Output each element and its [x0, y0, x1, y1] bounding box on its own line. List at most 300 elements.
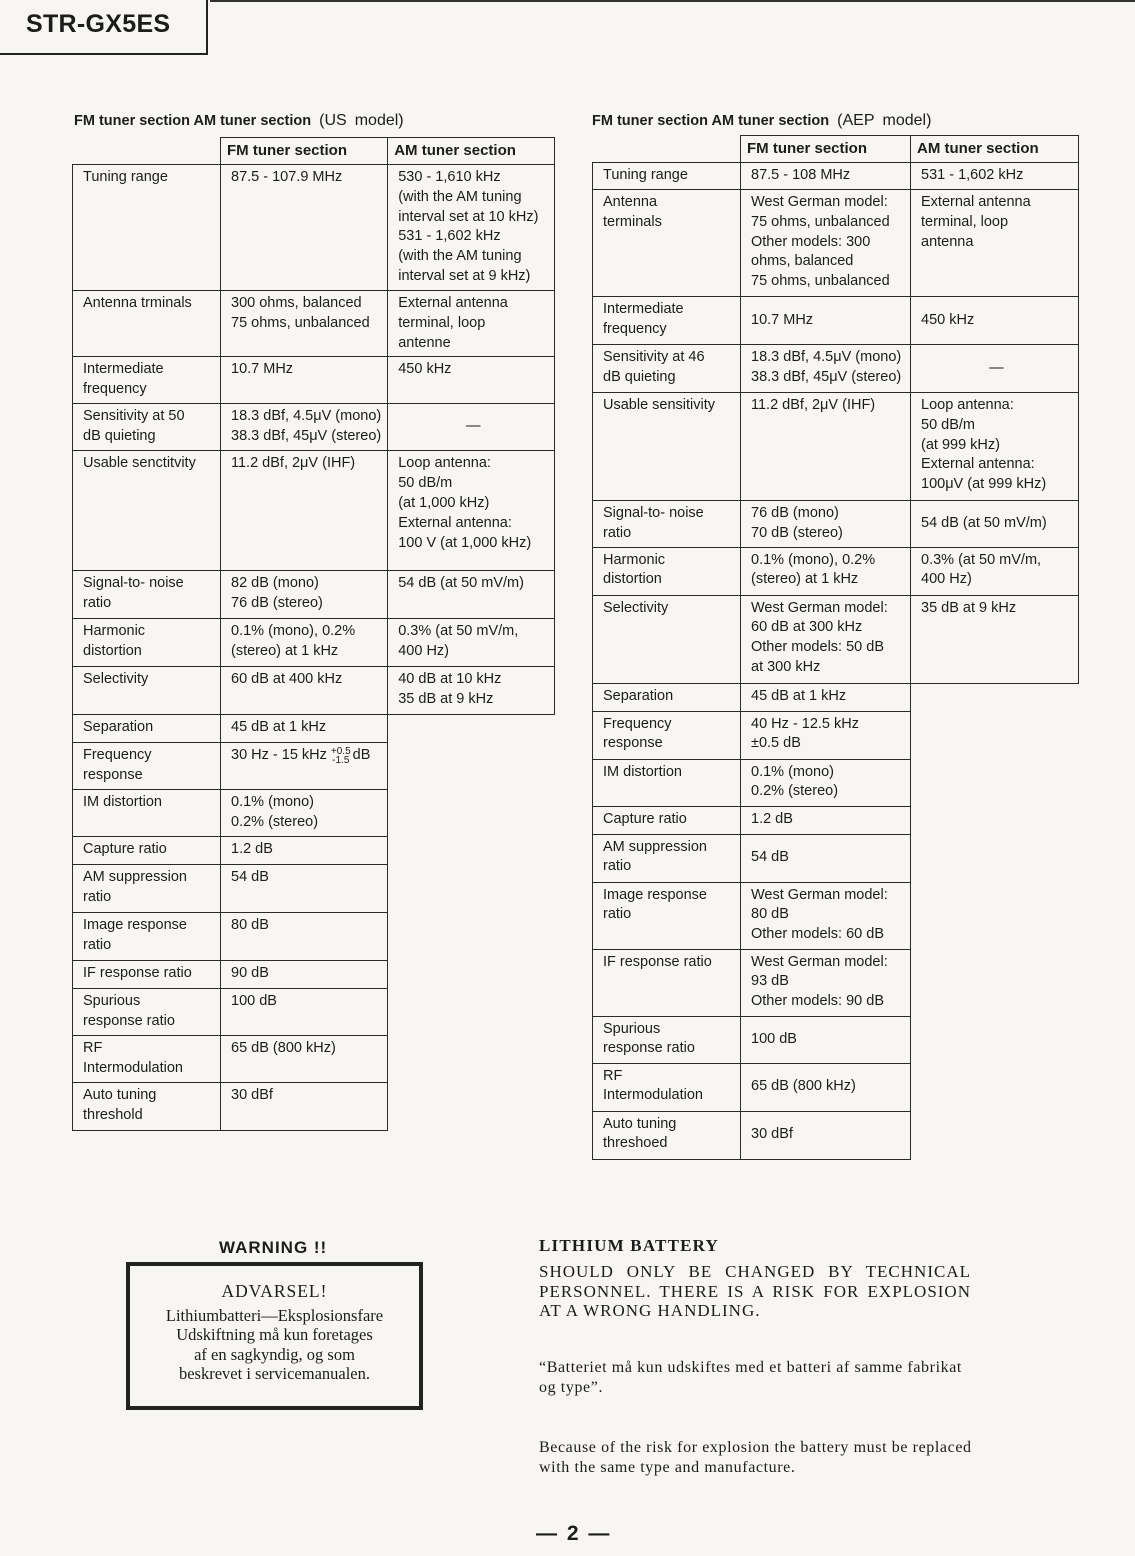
- us-am-value-line: (with the AM tuning: [398, 248, 522, 265]
- aep-am-empty: [911, 759, 1079, 806]
- us-row-label-line: IF response ratio: [83, 965, 192, 982]
- us-am-empty: [388, 1083, 555, 1131]
- us-subtitle-a: (US: [319, 112, 347, 129]
- us-row-label-line: Intermodulation: [83, 1060, 183, 1077]
- us-fm-value-line: 100 dB: [231, 993, 277, 1010]
- us-table-row: [73, 291, 555, 357]
- us-row-label-line: response ratio: [83, 1013, 175, 1030]
- us-spec-table: [72, 137, 555, 1131]
- aep-row-label-line: Tuning range: [603, 167, 688, 183]
- aep-fm-value-line: 80 dB: [751, 906, 789, 923]
- aep-header-am: AM tuner section: [911, 136, 1079, 163]
- aep-row-label: [593, 1063, 741, 1111]
- aep-fm-value: [741, 595, 911, 683]
- lithium-battery-notice: SHOULD ONLY BE CHANGED BY TECHNICAL PERSONNEL. THERE IS A RISK FOR EXPLOSION AT A WRONG HANDLING.: [539, 1262, 971, 1320]
- us-row-label-line: dB quieting: [83, 428, 156, 445]
- battery-replacement-note: Because of the risk for explosion the battery must be replaced with the same type and manufacture.: [539, 1439, 972, 1476]
- us-row-label-line: Auto tuning: [83, 1087, 157, 1104]
- aep-am-value-line: 54 dB (at 50 mV/m): [921, 514, 1047, 531]
- aep-row-label-line: Antenna: [603, 194, 658, 210]
- us-row-label: [73, 913, 221, 961]
- us-row-label-line: Capture ratio: [83, 841, 167, 858]
- aep-row-label: [593, 190, 741, 297]
- us-am-value-line: 530 - 1,610 kHz: [398, 169, 501, 185]
- us-table-row: [73, 1083, 555, 1131]
- aep-row-label-line: ratio: [603, 906, 632, 923]
- aep-fm-value-line: 100 dB: [751, 1030, 797, 1047]
- us-row-label-line: RF: [83, 1040, 103, 1057]
- aep-row-label-line: Intermediate: [603, 301, 684, 317]
- us-row-label: [73, 961, 221, 989]
- aep-fm-value-line: 75 ohms, unbalanced: [751, 213, 890, 230]
- us-table-row: [73, 667, 555, 715]
- aep-fm-value: [741, 190, 911, 297]
- aep-table-row: [593, 547, 1079, 595]
- us-header-am: AM tuner section: [388, 138, 555, 165]
- us-row-label-line: ratio: [83, 937, 112, 954]
- aep-fm-value-line: Other models: 90 dB: [751, 993, 884, 1010]
- aep-row-label-line: Usable sensitivity: [603, 397, 716, 413]
- us-fm-value: [221, 790, 388, 837]
- us-fm-value-line: 65 dB (800 kHz): [231, 1040, 336, 1057]
- us-row-label: [73, 1083, 221, 1131]
- us-fm-value: [221, 913, 388, 961]
- aep-fm-value: [741, 882, 911, 949]
- advarsel-heading: ADVARSEL!: [221, 1281, 328, 1301]
- aep-table-row: [593, 163, 1079, 190]
- us-row-label-line: Intermediate: [83, 361, 164, 378]
- aep-am-empty: [911, 711, 1079, 759]
- us-row-label-line: Antenna trminals: [83, 295, 192, 311]
- us-table-row: [73, 865, 555, 913]
- aep-fm-value-line: 18.3 dBf, 4.5μV (mono): [751, 349, 902, 365]
- aep-row-label-line: Selectivity: [603, 599, 669, 616]
- aep-am-value-line: 531 - 1,602 kHz: [921, 167, 1024, 183]
- aep-fm-value: [741, 806, 911, 834]
- us-row-label-line: ratio: [83, 595, 112, 612]
- us-fm-value-line: 45 dB at 1 kHz: [231, 719, 327, 736]
- aep-row-label: [593, 297, 741, 345]
- advarsel-line: Lithiumbatteri—Eksplosionsfare: [165, 1305, 384, 1325]
- warning-title: WARNING !!: [219, 1238, 328, 1257]
- us-am-value: [388, 404, 555, 451]
- aep-am-empty: [911, 949, 1079, 1016]
- aep-fm-value-line: West German model:: [751, 599, 888, 616]
- us-am-value-line: interval set at 10 kHz): [398, 208, 539, 225]
- us-row-label-line: Separation: [83, 719, 154, 736]
- aep-row-label-line: threshoed: [603, 1135, 668, 1152]
- aep-row-label: [593, 806, 741, 834]
- us-fm-value: [221, 667, 388, 715]
- aep-fm-value-line: 40 Hz - 12.5 kHz: [751, 715, 859, 732]
- aep-table-row: [593, 297, 1079, 345]
- us-row-label: [73, 667, 221, 715]
- us-am-value: [388, 165, 555, 291]
- aep-row-label: [593, 882, 741, 949]
- us-row-label-line: frequency: [83, 381, 147, 398]
- us-fm-value-line: 30 dBf: [231, 1087, 273, 1104]
- us-fm-value-line: 10.7 MHz: [231, 361, 294, 378]
- us-fm-value-line: 82 dB (mono): [231, 575, 319, 592]
- aep-row-label-line: distortion: [603, 571, 662, 588]
- aep-row-label: [593, 163, 741, 190]
- aep-am-value: [911, 595, 1079, 683]
- aep-header-blank: [593, 136, 741, 163]
- us-fm-value-line: 0.1% (mono): [231, 794, 315, 811]
- aep-am-empty: [911, 882, 1079, 949]
- aep-row-label-line: Separation: [603, 687, 674, 704]
- aep-fm-value: [741, 1111, 911, 1159]
- us-row-label: [73, 619, 221, 667]
- aep-table-row: [593, 595, 1079, 683]
- us-am-value-line: 531 - 1,602 kHz: [398, 228, 501, 245]
- aep-row-label-line: IF response ratio: [603, 953, 712, 970]
- us-row-label-line: Sensitivity at 50: [83, 408, 185, 425]
- aep-table-row: [593, 345, 1079, 393]
- aep-fm-value: [741, 949, 911, 1016]
- us-fm-value-line: 11.2 dBf, 2μV (IHF): [231, 455, 356, 472]
- us-am-empty: [388, 1036, 555, 1083]
- us-fm-value-line: 80 dB: [231, 917, 269, 934]
- page-number: — 2 —: [536, 1522, 612, 1545]
- us-row-label-line: ratio: [83, 889, 112, 906]
- aep-subtitle-b: model): [882, 112, 932, 129]
- aep-row-label-line: Auto tuning: [603, 1115, 677, 1132]
- us-am-value: [388, 357, 555, 404]
- aep-header-fm: FM tuner section: [741, 136, 911, 163]
- aep-fm-value-line: 76 dB (mono): [751, 505, 839, 521]
- us-am-value: [388, 571, 555, 619]
- aep-table-row: [593, 683, 1079, 711]
- us-fm-value-line: 90 dB: [231, 965, 269, 982]
- us-fm-value: [221, 1083, 388, 1131]
- aep-fm-value-line: Other models: 50 dB: [751, 639, 884, 656]
- aep-am-value-line: (at 999 kHz): [921, 436, 1000, 453]
- aep-table-row: [593, 393, 1079, 501]
- aep-am-value: [911, 190, 1079, 297]
- us-row-label: [73, 165, 221, 291]
- aep-am-value-line: 0.3% (at 50 mV/m,: [921, 551, 1042, 568]
- aep-row-label-line: response ratio: [603, 1040, 695, 1057]
- aep-am-empty: [911, 1016, 1079, 1063]
- us-fm-value-line: [231, 746, 381, 766]
- aep-am-value-line: 100μV (at 999 kHz): [921, 476, 1047, 493]
- aep-row-label-line: Intermodulation: [603, 1087, 703, 1104]
- us-row-label-line: AM suppression: [83, 869, 187, 886]
- aep-row-label-line: IM distortion: [603, 763, 682, 780]
- us-row-label-line: response: [83, 767, 143, 784]
- us-row-label: [73, 291, 221, 357]
- aep-table-row: [593, 501, 1079, 548]
- us-row-label: [73, 790, 221, 837]
- us-fm-value-line: 38.3 dBf, 45μV (stereo): [231, 428, 382, 445]
- aep-fm-value-line: 45 dB at 1 kHz: [751, 687, 847, 704]
- us-am-value-line: Loop antenna:: [398, 455, 491, 472]
- aep-fm-value: [741, 1063, 911, 1111]
- aep-fm-value: [741, 834, 911, 882]
- aep-table-row: [593, 711, 1079, 759]
- us-header-blank: [73, 138, 221, 165]
- us-am-value-line: (with the AM tuning: [398, 188, 522, 205]
- aep-am-value-line: External antenna: [921, 194, 1031, 210]
- aep-fm-value-line: 87.5 - 108 MHz: [751, 167, 851, 183]
- aep-row-label-line: Image response: [603, 886, 707, 903]
- us-am-value-line: 450 kHz: [398, 361, 452, 378]
- us-fm-value-line: 75 ohms, unbalanced: [231, 314, 370, 331]
- us-fm-value: [221, 743, 388, 790]
- us-am-empty: [388, 913, 555, 961]
- aep-fm-value: [741, 1016, 911, 1063]
- aep-fm-value-line: 60 dB at 300 kHz: [751, 619, 863, 636]
- us-row-label: [73, 404, 221, 451]
- aep-table-row: [593, 759, 1079, 806]
- aep-section-title: [592, 112, 931, 130]
- us-am-empty: [388, 715, 555, 743]
- us-fm-value: [221, 165, 388, 291]
- us-table-row: [73, 619, 555, 667]
- aep-am-value: [911, 345, 1079, 393]
- us-fm-value: [221, 619, 388, 667]
- aep-table-row: [593, 1111, 1079, 1159]
- tolerance-unit: dB: [352, 747, 371, 764]
- danish-battery-quote: “Batteriet må kun udskiftes med et batteri af samme fabrikat og type”.: [539, 1359, 962, 1396]
- lithium-battery-title: LITHIUM BATTERY: [539, 1236, 720, 1255]
- us-table-row: [73, 357, 555, 404]
- aep-fm-value-line: 30 dBf: [751, 1126, 793, 1143]
- us-am-value-line: 0.3% (at 50 mV/m,: [398, 623, 519, 640]
- aep-row-label: [593, 501, 741, 548]
- aep-am-value-line: External antenna:: [921, 456, 1035, 473]
- us-fm-value-line: 76 dB (stereo): [231, 595, 323, 612]
- aep-row-label-line: AM suppression: [603, 838, 707, 855]
- us-table-row: [73, 1036, 555, 1083]
- us-am-value: [388, 291, 555, 357]
- aep-row-label-line: frequency: [603, 320, 667, 337]
- us-table-row: [73, 165, 555, 291]
- aep-table-row: [593, 806, 1079, 834]
- us-row-label: [73, 357, 221, 404]
- us-am-value-line: 54 dB (at 50 mV/m): [398, 575, 524, 592]
- aep-row-label: [593, 711, 741, 759]
- us-am-value-line: External antenna:: [398, 514, 512, 531]
- us-table-row: [73, 961, 555, 989]
- aep-row-label: [593, 595, 741, 683]
- aep-fm-value-line: 10.7 MHz: [751, 311, 814, 328]
- advarsel-line: beskrevet i servicemanualen.: [178, 1364, 371, 1383]
- us-table-row: [73, 451, 555, 571]
- aep-spec-table: [592, 135, 1079, 1160]
- us-fm-value: [221, 357, 388, 404]
- aep-subtitle-a: (AEP: [837, 112, 875, 129]
- aep-fm-value: [741, 683, 911, 711]
- aep-row-label: [593, 683, 741, 711]
- top-rule: [210, 0, 1135, 2]
- aep-fm-value-line: ±0.5 dB: [751, 735, 801, 752]
- us-row-label: [73, 571, 221, 619]
- aep-row-label: [593, 1111, 741, 1159]
- us-fm-value-line: 87.5 - 107.9 MHz: [231, 169, 343, 185]
- aep-am-value: [911, 163, 1079, 190]
- aep-fm-value-line: 54 dB: [751, 849, 789, 866]
- us-am-value-line: —: [465, 418, 481, 435]
- us-fm-value-line: 54 dB: [231, 869, 269, 886]
- us-table-row: [73, 989, 555, 1036]
- aep-fm-value: [741, 297, 911, 345]
- us-am-empty: [388, 790, 555, 837]
- us-row-label-line: Usable senctitvity: [83, 455, 196, 472]
- aep-fm-value: [741, 163, 911, 190]
- us-fm-value: [221, 571, 388, 619]
- aep-am-value-line: —: [989, 359, 1004, 376]
- aep-row-label-line: Sensitivity at 46: [603, 349, 705, 365]
- us-am-value-line: interval set at 9 kHz): [398, 267, 531, 284]
- us-fm-value: [221, 865, 388, 913]
- us-am-value: [388, 619, 555, 667]
- us-subtitle-b: model): [354, 112, 404, 129]
- us-table-row: [73, 913, 555, 961]
- us-am-empty: [388, 961, 555, 989]
- aep-am-value: [911, 393, 1079, 501]
- us-am-empty: [388, 837, 555, 865]
- us-am-value: [388, 451, 555, 571]
- aep-am-value-line: terminal, loop: [921, 213, 1009, 230]
- aep-table-row: [593, 190, 1079, 297]
- model-label-box: [0, 0, 208, 55]
- aep-am-value-line: 35 dB at 9 kHz: [921, 599, 1017, 616]
- us-row-label-line: Selectivity: [83, 671, 149, 688]
- tolerance-minus: -1.5: [332, 754, 350, 766]
- us-section-title: [74, 112, 404, 130]
- aep-row-label-line: Harmonic: [603, 551, 666, 568]
- aep-am-empty: [911, 834, 1079, 882]
- us-am-value-line: (at 1,000 kHz): [398, 494, 490, 511]
- us-fm-value-line: 0.2% (stereo): [231, 814, 319, 831]
- us-row-label: [73, 865, 221, 913]
- advarsel-box: [126, 1262, 423, 1410]
- us-row-label-line: Spurious: [83, 993, 141, 1010]
- aep-table-row: [593, 882, 1079, 949]
- aep-fm-value-line: 75 ohms, unbalanced: [751, 273, 890, 290]
- frequency-range: 30 Hz - 15 kHz: [231, 747, 327, 764]
- us-fm-value: [221, 961, 388, 989]
- aep-table-row: [593, 1016, 1079, 1063]
- us-am-empty: [388, 743, 555, 790]
- aep-fm-value: [741, 547, 911, 595]
- aep-fm-value-line: West German model:: [751, 886, 888, 903]
- aep-row-label: [593, 949, 741, 1016]
- us-table-row: [73, 837, 555, 865]
- us-table-row: [73, 715, 555, 743]
- aep-am-value-line: Loop antenna:: [921, 397, 1014, 413]
- aep-fm-value-line: 0.1% (mono), 0.2%: [751, 551, 876, 568]
- us-am-empty: [388, 989, 555, 1036]
- us-am-value-line: 40 dB at 10 kHz: [398, 671, 502, 688]
- us-fm-value: [221, 404, 388, 451]
- us-fm-value-line: 18.3 dBf, 4.5μV (mono): [231, 408, 382, 425]
- us-fm-value: [221, 291, 388, 357]
- aep-fm-value: [741, 345, 911, 393]
- us-row-label-line: Frequency: [83, 747, 152, 764]
- us-row-label: [73, 451, 221, 571]
- us-table-row: [73, 743, 555, 790]
- aep-am-value-line: 400 Hz): [921, 571, 972, 588]
- aep-fm-value-line: 65 dB (800 kHz): [751, 1078, 856, 1095]
- aep-fm-value-line: at 300 kHz: [751, 658, 821, 675]
- us-header-fm: FM tuner section: [221, 138, 388, 165]
- us-title-text: FM tuner section AM tuner section: [74, 113, 312, 129]
- tolerance-plus: +0.5: [330, 745, 351, 757]
- us-row-label: [73, 1036, 221, 1083]
- us-fm-value: [221, 1036, 388, 1083]
- us-am-value-line: 400 Hz): [398, 643, 449, 660]
- aep-am-value: [911, 501, 1079, 548]
- aep-row-label-line: terminals: [603, 213, 662, 230]
- us-am-value-line: External antenna: [398, 295, 508, 311]
- us-row-label: [73, 715, 221, 743]
- aep-fm-value-line: 1.2 dB: [751, 810, 793, 827]
- aep-am-value: [911, 297, 1079, 345]
- us-row-label-line: Harmonic: [83, 623, 146, 640]
- us-am-value: [388, 667, 555, 715]
- aep-row-label-line: Frequency: [603, 715, 672, 732]
- aep-fm-value-line: Other models: 60 dB: [751, 926, 884, 943]
- us-fm-value: [221, 837, 388, 865]
- aep-fm-value-line: 11.2 dBf, 2μV (IHF): [751, 397, 876, 413]
- us-row-label-line: distortion: [83, 643, 142, 660]
- us-fm-value-line: 300 ohms, balanced: [231, 295, 362, 311]
- us-row-label: [73, 837, 221, 865]
- aep-am-empty: [911, 806, 1079, 834]
- us-fm-value: [221, 989, 388, 1036]
- aep-table-row: [593, 949, 1079, 1016]
- aep-table-row: [593, 1063, 1079, 1111]
- aep-fm-value-line: West German model:: [751, 194, 888, 210]
- aep-table-body: [593, 163, 1079, 1160]
- aep-table-row: [593, 834, 1079, 882]
- us-row-label: [73, 743, 221, 790]
- aep-row-label-line: dB quieting: [603, 368, 676, 385]
- us-table-row: [73, 571, 555, 619]
- aep-fm-value-line: Other models: 300: [751, 233, 871, 250]
- aep-row-label-line: ratio: [603, 524, 632, 541]
- aep-row-label-line: Signal-to- noise: [603, 505, 704, 521]
- us-row-label-line: Signal-to- noise: [83, 575, 184, 592]
- aep-fm-value-line: 93 dB: [751, 973, 789, 990]
- aep-fm-value: [741, 393, 911, 501]
- us-row-label: [73, 989, 221, 1036]
- aep-am-empty: [911, 1063, 1079, 1111]
- aep-am-value: [911, 547, 1079, 595]
- model-name: STR-GX5ES: [26, 10, 171, 38]
- advarsel-line: Udskiftning må kun foretages: [176, 1325, 373, 1344]
- aep-fm-value: [741, 501, 911, 548]
- aep-row-label-line: Spurious: [603, 1020, 661, 1037]
- us-am-value-line: 35 dB at 9 kHz: [398, 691, 494, 708]
- aep-fm-value-line: 0.1% (mono): [751, 763, 835, 780]
- aep-row-label-line: Capture ratio: [603, 810, 687, 827]
- aep-am-empty: [911, 1111, 1079, 1159]
- advarsel-line: af en sagkyndig, og som: [194, 1344, 355, 1364]
- us-table-row: [73, 790, 555, 837]
- us-row-label-line: Tuning range: [83, 169, 168, 185]
- aep-fm-value: [741, 759, 911, 806]
- us-am-value-line: antenne: [398, 334, 451, 351]
- aep-fm-value-line: ohms, balanced: [751, 253, 854, 270]
- aep-am-value-line: 50 dB/m: [921, 416, 975, 433]
- us-table-body: [73, 165, 555, 1131]
- aep-am-value-line: antenna: [921, 233, 974, 250]
- aep-fm-value-line: 0.2% (stereo): [751, 783, 839, 800]
